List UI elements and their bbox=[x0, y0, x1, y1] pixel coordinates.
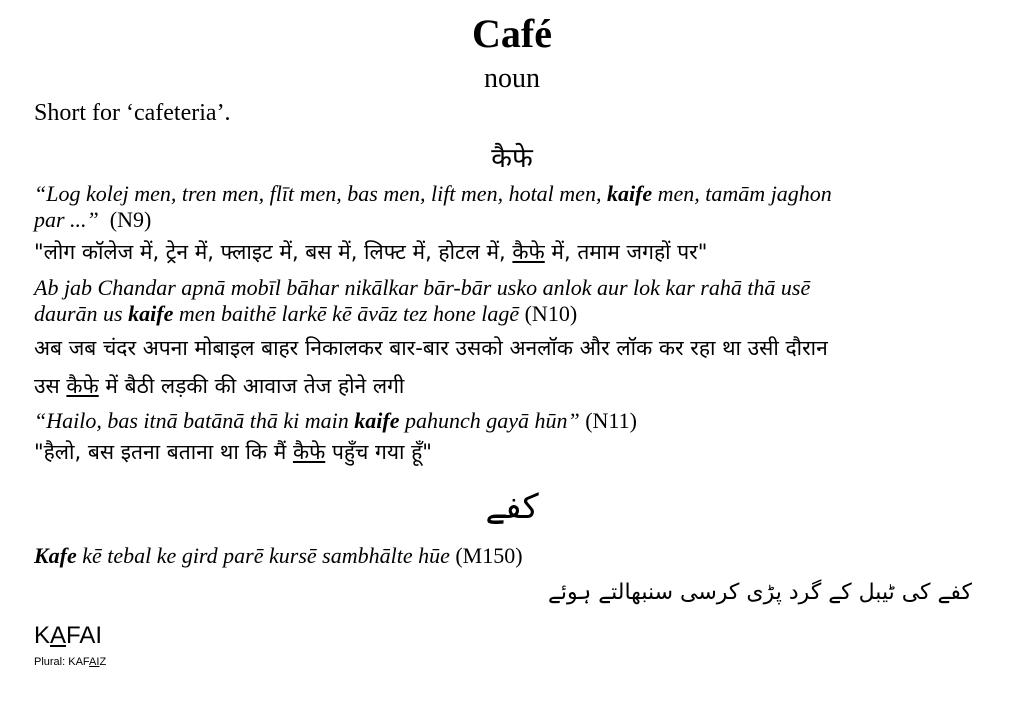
example-2-translit-before: daurān us bbox=[34, 301, 129, 326]
example-2-hindi-keyword: कैफे bbox=[66, 374, 99, 398]
example-3-translit bbox=[34, 408, 637, 434]
example-1-hindi bbox=[34, 238, 707, 266]
plural-label: Plural: bbox=[34, 656, 69, 668]
example-2-keyword: kaife bbox=[128, 301, 174, 326]
headword: Café bbox=[472, 11, 552, 56]
example-3-translit-after: pahunch gayā hūn” bbox=[399, 408, 580, 433]
pronunciation-plural bbox=[34, 656, 106, 668]
example-1-hindi-keyword: कैफे bbox=[512, 240, 545, 264]
example-2-hindi-line-1: अब जब चंदर अपना मोबाइल बाहर निकालकर बार-बार उसको अनलॉक और लॉक कर रहा था उसी दौरान bbox=[34, 336, 828, 360]
definition: Short for ‘cafeteria’. bbox=[34, 100, 231, 126]
urdu-example-keyword: Kafe bbox=[34, 543, 77, 568]
example-2-translit-line-2 bbox=[34, 301, 577, 327]
plural-post: Z bbox=[99, 656, 107, 668]
urdu-example-source: (M150) bbox=[455, 543, 523, 568]
example-1-hindi-after: में, तमाम जगहों पर" bbox=[544, 240, 708, 264]
urdu-example-translit-rest: kē tebal ke gird parē kursē sambhālte hūe bbox=[76, 543, 450, 568]
urdu-example-translit bbox=[34, 543, 523, 569]
singular-post: FAI bbox=[66, 622, 103, 649]
singular-stress: A bbox=[50, 622, 67, 649]
example-3-translit-before: “Hailo, bas itnā batānā thā ki main bbox=[34, 408, 355, 433]
example-2-translit-after: men baithē larkē kē āvāz tez hone lagē bbox=[173, 301, 520, 326]
example-1-source: (N9) bbox=[109, 207, 152, 232]
plural-pre: KAF bbox=[68, 656, 90, 668]
example-2-hindi-after: में बैठी लड़की की आवाज तेज होने लगी bbox=[98, 374, 405, 398]
example-2-source: (N10) bbox=[524, 301, 578, 326]
example-3-keyword: kaife bbox=[354, 408, 400, 433]
example-1-translit-after: men, tamām jaghon bbox=[652, 181, 832, 206]
example-3-hindi-after: पहुँच गया हूँ" bbox=[325, 440, 432, 464]
example-1-translit-before: “Log kolej men, tren men, flīt men, bas men, lift men, hotal men, bbox=[34, 181, 607, 206]
pronunciation-singular bbox=[34, 622, 102, 650]
part-of-speech: noun bbox=[484, 63, 540, 94]
example-1-translit-line-2 bbox=[34, 207, 151, 233]
urdu-example-text: کفے کی ٹیبل کے گرد پڑی کرسی سنبھالتے ہوئے bbox=[547, 580, 972, 605]
example-2-hindi-before: उस bbox=[34, 374, 67, 398]
example-1-keyword: kaife bbox=[606, 181, 653, 206]
example-2-translit-line-1: Ab jab Chandar apnā mobīl bāhar nikālkar bār-bār usko anlok aur lok kar rahā thā usē bbox=[34, 275, 811, 300]
example-3-source: (N11) bbox=[585, 408, 637, 433]
urdu-heading: کفے bbox=[485, 487, 539, 527]
example-3-hindi-before: "हैलो, बस इतना बताना था कि मैं bbox=[34, 440, 293, 464]
example-1-hindi-before: "लोग कॉलेज में, ट्रेन में, फ्लाइट में, बस में, लिफ्ट में, होटल में, bbox=[34, 240, 513, 264]
example-2-hindi-line-2 bbox=[34, 372, 404, 400]
singular-pre: K bbox=[34, 622, 51, 649]
example-1-translit-line2-text: par ...” bbox=[34, 207, 99, 232]
example-3-hindi bbox=[34, 438, 432, 466]
hindi-heading: कैफे bbox=[491, 143, 533, 174]
example-3-hindi-keyword: कैफे bbox=[292, 440, 326, 464]
plural-stress: AI bbox=[89, 656, 100, 668]
example-1-translit-line-1 bbox=[34, 181, 832, 207]
